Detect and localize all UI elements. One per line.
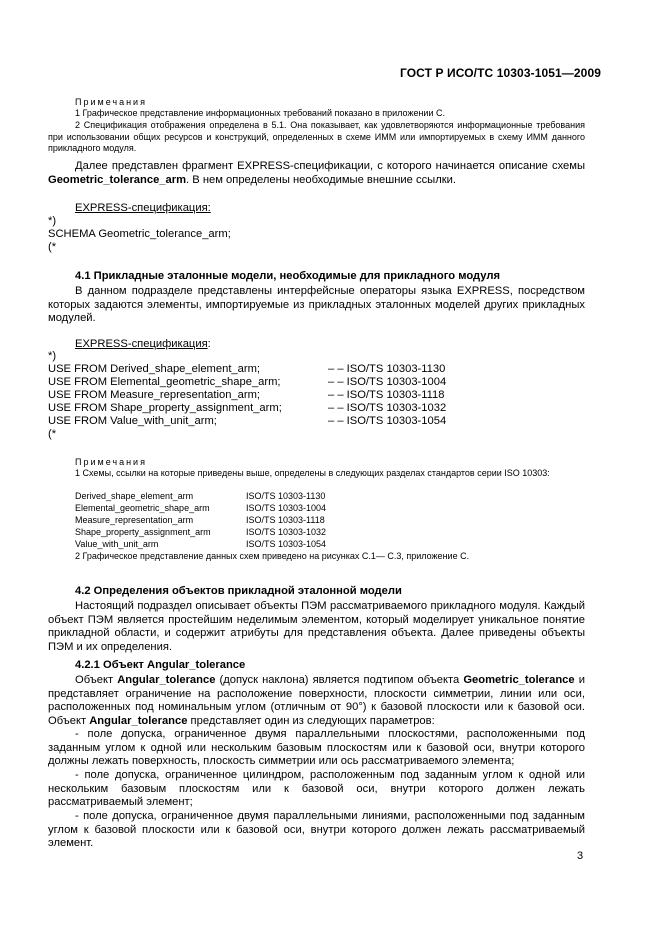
schema-standard: ISO/TS 10303-1032: [246, 527, 327, 537]
schema-name: Value_with_unit_arm: [75, 539, 159, 549]
express-label: EXPRESS-спецификация:: [75, 202, 211, 214]
code-line: *): [48, 215, 57, 227]
code-line: (*: [48, 428, 57, 440]
subsection-title: 4.2.1 Объект Angular_tolerance: [75, 659, 246, 671]
use-reference: – – ISO/TS 10303-1054: [328, 415, 447, 427]
section-title: 4.1 Прикладные эталонные модели, необходимые для прикладного модуля: [75, 270, 500, 282]
schema-name: Measure_representation_arm: [75, 515, 194, 525]
section-title: 4.2 Определения объектов прикладной эталонной модели: [75, 585, 402, 597]
use-reference: – – ISO/TS 10303-1032: [328, 402, 447, 414]
list-item: - поле допуска, ограниченное двумя параллельными плоскостями, расположенными под заданным углом к одной или нескольким базовым плоскостям или к базовой оси, внутри которого должны лежать поверхность, плоскость симметрии или ось рассматриваемого элемента;: [48, 728, 585, 768]
list-item: - поле допуска, ограниченное цилиндром, расположенным под заданным углом к одной или нескольким базовым плоскостям или к базовой оси, внутри которого должен лежать рассматриваемый элемент;: [48, 769, 585, 809]
use-statement: USE FROM Measure_representation_arm;: [48, 389, 261, 401]
schema-standard: ISO/TS 10303-1130: [246, 491, 326, 501]
code-line: (*: [48, 241, 57, 253]
use-reference: – – ISO/TS 10303-1130: [328, 363, 446, 375]
note-1: 1 Графическое представление информационных требований показано в приложении С.: [75, 108, 445, 118]
section-paragraph: Настоящий подраздел описывает объекты ПЭМ рассматриваемого прикладного модуля. Каждый объект ПЭМ является простейшим неделимым элементом, который моделирует уникальное понятие прикладной области, и содержит атрибуты для представления объекта. Далее приведены объекты ПЭМ и их определения.: [48, 600, 585, 653]
schema-name: Derived_shape_element_arm: [75, 491, 194, 501]
schema-name: Shape_property_assignment_arm: [75, 527, 211, 537]
note-2: 2 Графическое представление данных схем приведено на рисунках С.1— С.3, приложение С.: [75, 551, 470, 561]
use-statement: USE FROM Shape_property_assignment_arm;: [48, 402, 282, 414]
note-1: 1 Схемы, ссылки на которые приведены выше, определены в следующих разделах стандартов серии ISO 10303:: [75, 468, 550, 478]
standard-header: ГОСТ Р ИСО/ТС 10303-1051—2009: [400, 66, 601, 80]
notes-title: Примечания: [75, 97, 147, 107]
use-statement: USE FROM Value_with_unit_arm;: [48, 415, 217, 427]
code-line: SCHEMA Geometric_tolerance_arm;: [48, 228, 231, 240]
schema-name: Elemental_geometric_shape_arm: [75, 503, 210, 513]
use-reference: – – ISO/TS 10303-1118: [328, 389, 445, 401]
section-paragraph: В данном подразделе представлены интерфейсные операторы языка EXPRESS, посредством которых задаются элементы, импортируемые из прикладных эталонных моделей других прикладных модулей.: [48, 285, 585, 325]
use-statement: USE FROM Elemental_geometric_shape_arm;: [48, 376, 281, 388]
intro-paragraph: Далее представлен фрагмент EXPRESS-спецификации, с которого начинается описание схемы Geometric_tolerance_arm. В нем определены необходимые внешние ссылки.: [48, 160, 585, 186]
subsection-paragraph: Объект Angular_tolerance (допуск наклона) является подтипом объекта Geometric_tolerance и представляет ограничение на расположение поверхности, плоскости симметрии, линии или оси, расположенных под номинальным углом (отличным от 90°) к базовой плоскости или к базовой оси. Объект Angular_tolerance представляет один из следующих параметров:: [48, 674, 585, 727]
code-line: *): [48, 350, 57, 362]
page-number: 3: [577, 850, 584, 862]
express-label: EXPRESS-спецификация:: [75, 338, 211, 350]
schema-standard: ISO/TS 10303-1004: [246, 503, 327, 513]
schema-standard: ISO/TS 10303-1054: [246, 539, 327, 549]
notes-title: Примечания: [75, 457, 147, 467]
use-statement: USE FROM Derived_shape_element_arm;: [48, 363, 261, 375]
use-reference: – – ISO/TS 10303-1004: [328, 376, 447, 388]
list-item: - поле допуска, ограниченное двумя параллельными линиями, расположенными под заданным углом к базовой плоскости или к базовой оси, внутри которого должен лежать рассматриваемый элемент.: [48, 810, 585, 850]
note-2: 2 Спецификация отображения определена в 5.1. Она показывает, как удовлетворяются информационные требования при использовании общих ресурсов и конструкций, определенных в схеме ИММ или импортируемых в схему ИММ данного прикладного модуля.: [48, 120, 585, 154]
schema-standard: ISO/TS 10303-1118: [246, 515, 325, 525]
